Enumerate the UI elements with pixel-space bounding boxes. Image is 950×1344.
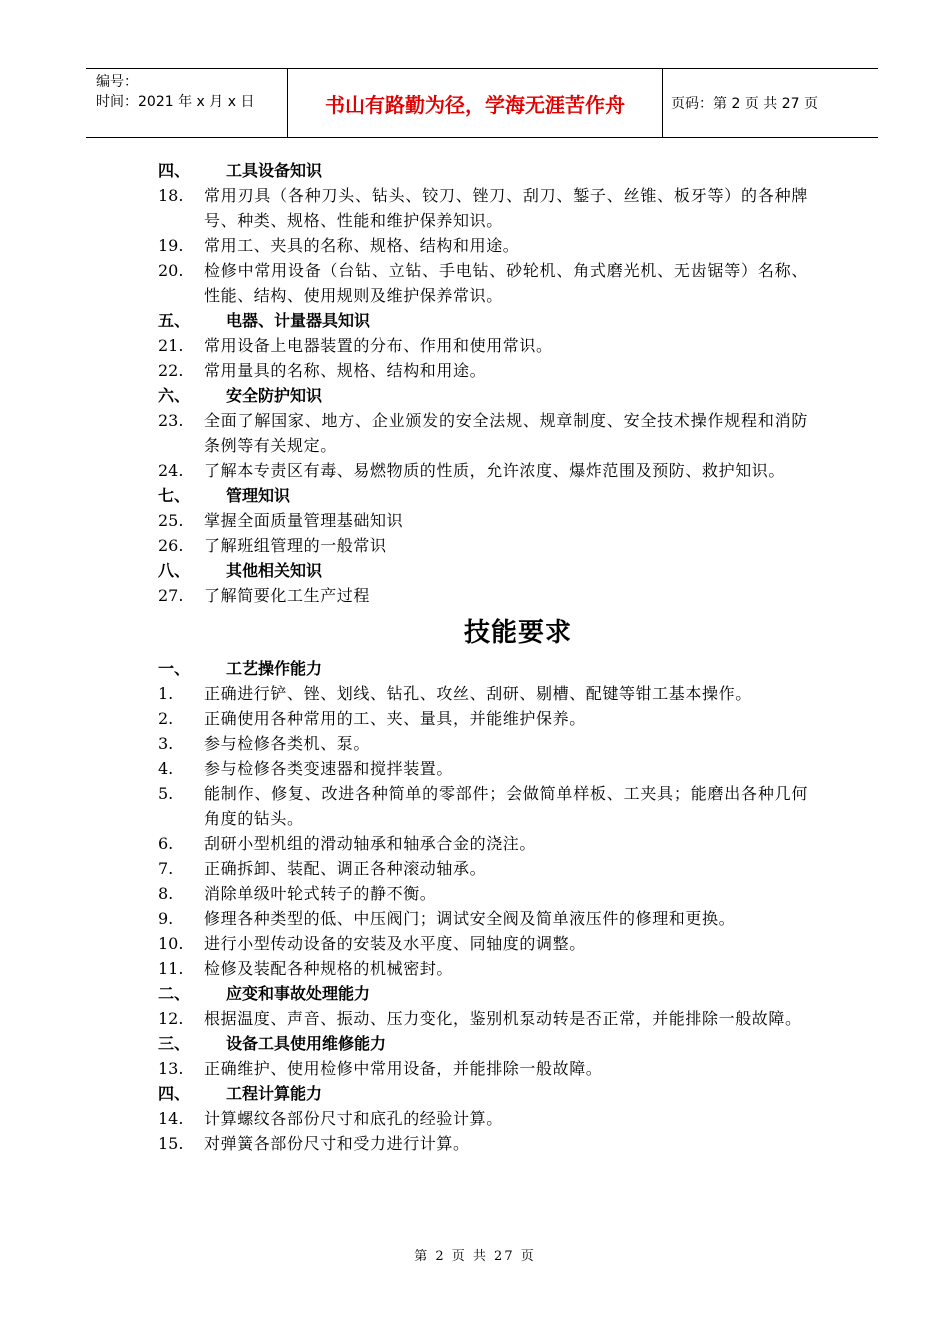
item-number: 14. bbox=[158, 1109, 184, 1128]
skills-list bbox=[158, 656, 808, 1156]
list-item bbox=[158, 1131, 808, 1156]
item-text: 参与检修各类变速器和搅拌装置。 bbox=[204, 759, 454, 778]
item-number: 四、 bbox=[158, 1084, 191, 1103]
list-item bbox=[158, 1006, 808, 1031]
item-number: 4. bbox=[158, 759, 174, 778]
item-text: 能制作、修复、改进各种简单的零部件；会做简单样板、工夹具；能磨出各种几何角度的钻头。 bbox=[204, 784, 808, 828]
section-heading bbox=[158, 383, 808, 408]
item-number: 六、 bbox=[158, 386, 191, 405]
item-text: 修理各种类型的低、中压阀门；调试安全阀及简单液压件的修理和更换。 bbox=[204, 909, 736, 928]
document-header bbox=[86, 68, 878, 138]
list-item bbox=[158, 1056, 808, 1081]
item-number: 21. bbox=[158, 336, 184, 355]
item-number: 6. bbox=[158, 834, 174, 853]
item-text: 应变和事故处理能力 bbox=[226, 984, 371, 1003]
list-item bbox=[158, 508, 808, 533]
item-number: 22. bbox=[158, 361, 184, 380]
skills-title: 技能要求 bbox=[463, 618, 572, 648]
item-number: 25. bbox=[158, 511, 184, 530]
item-text: 参与检修各类机、泵。 bbox=[204, 734, 371, 753]
item-text: 设备工具使用维修能力 bbox=[226, 1034, 387, 1053]
item-number: 27. bbox=[158, 586, 184, 605]
item-text: 根据温度、声音、振动、压力变化，鉴别机泵动转是否正常，并能排除一般故障。 bbox=[204, 1009, 802, 1028]
item-number: 2. bbox=[158, 709, 174, 728]
list-item bbox=[158, 931, 808, 956]
item-number: 三、 bbox=[158, 1034, 191, 1053]
item-text: 消除单级叶轮式转子的静不衡。 bbox=[204, 884, 437, 903]
list-item bbox=[158, 458, 808, 483]
item-text: 检修及装配各种规格的机械密封。 bbox=[204, 959, 454, 978]
section-heading bbox=[158, 981, 808, 1006]
document-body bbox=[158, 158, 808, 1156]
header-page-info: 页码：第 2 页 共 27 页 bbox=[671, 96, 818, 112]
list-item bbox=[158, 756, 808, 781]
item-text: 了解简要化工生产过程 bbox=[204, 586, 371, 605]
item-number: 26. bbox=[158, 536, 184, 555]
item-number: 3. bbox=[158, 734, 174, 753]
item-number: 18. bbox=[158, 186, 184, 205]
item-number: 七、 bbox=[158, 486, 191, 505]
item-text: 正确使用各种常用的工、夹、量具，并能维护保养。 bbox=[204, 709, 586, 728]
section-heading bbox=[158, 656, 808, 681]
list-item bbox=[158, 681, 808, 706]
item-text: 掌握全面质量管理基础知识 bbox=[204, 511, 404, 530]
item-number: 9. bbox=[158, 909, 174, 928]
item-number: 二、 bbox=[158, 984, 191, 1003]
item-number: 15. bbox=[158, 1134, 184, 1153]
list-item bbox=[158, 781, 808, 831]
item-number: 23. bbox=[158, 411, 184, 430]
item-number: 四、 bbox=[158, 161, 191, 180]
item-text: 了解本专责区有毒、易燃物质的性质，允许浓度、爆炸范围及预防、救护知识。 bbox=[204, 461, 786, 480]
item-text: 常用量具的名称、规格、结构和用途。 bbox=[204, 361, 487, 380]
item-number: 5. bbox=[158, 784, 174, 803]
item-text: 管理知识 bbox=[226, 486, 291, 505]
header-motto: 书山有路勤为径，学海无涯苦作舟 bbox=[288, 69, 663, 137]
item-number: 1. bbox=[158, 684, 174, 703]
item-text: 正确拆卸、装配、调正各种滚动轴承。 bbox=[204, 859, 487, 878]
item-text: 常用设备上电器装置的分布、作用和使用常识。 bbox=[204, 336, 553, 355]
item-text: 检修中常用设备（台钻、立钻、手电钻、砂轮机、角式磨光机、无齿锯等）名称、性能、结构、使用规则及维护保养常识。 bbox=[204, 261, 808, 305]
time-label: 时间：2021 年 x 月 x 日 bbox=[96, 94, 255, 110]
list-item bbox=[158, 233, 808, 258]
section-heading bbox=[158, 1031, 808, 1056]
item-number: 八、 bbox=[158, 561, 191, 580]
section-heading bbox=[158, 158, 808, 183]
number-label: 编号： bbox=[96, 74, 138, 90]
list-item bbox=[158, 333, 808, 358]
list-item bbox=[158, 533, 808, 558]
header-meta bbox=[86, 69, 288, 137]
list-item bbox=[158, 906, 808, 931]
list-item bbox=[158, 583, 808, 608]
item-text: 计算螺纹各部份尺寸和底孔的经验计算。 bbox=[204, 1109, 503, 1128]
section-heading bbox=[158, 1081, 808, 1106]
item-number: 11. bbox=[158, 959, 184, 978]
item-number: 24. bbox=[158, 461, 184, 480]
item-number: 20. bbox=[158, 261, 184, 280]
item-text: 电器、计量器具知识 bbox=[226, 311, 371, 330]
item-number: 12. bbox=[158, 1009, 184, 1028]
list-item bbox=[158, 183, 808, 233]
item-text: 正确维护、使用检修中常用设备，并能排除一般故障。 bbox=[204, 1059, 603, 1078]
list-item bbox=[158, 856, 808, 881]
item-number: 13. bbox=[158, 1059, 184, 1078]
list-item bbox=[158, 1106, 808, 1131]
item-number: 8. bbox=[158, 884, 174, 903]
list-item bbox=[158, 731, 808, 756]
item-text: 工艺操作能力 bbox=[226, 659, 323, 678]
item-text: 全面了解国家、地方、企业颁发的安全法规、规章制度、安全技术操作规程和消防条例等有关规定。 bbox=[204, 411, 808, 455]
list-item bbox=[158, 258, 808, 308]
item-text: 工具设备知识 bbox=[226, 161, 323, 180]
list-item bbox=[158, 358, 808, 383]
list-item bbox=[158, 881, 808, 906]
list-item bbox=[158, 956, 808, 981]
item-number: 五、 bbox=[158, 311, 191, 330]
item-number: 一、 bbox=[158, 659, 191, 678]
item-text: 常用工、夹具的名称、规格、结构和用途。 bbox=[204, 236, 520, 255]
list-item bbox=[158, 408, 808, 458]
item-number: 10. bbox=[158, 934, 184, 953]
knowledge-list bbox=[158, 158, 808, 608]
section-heading bbox=[158, 308, 808, 333]
section-heading bbox=[158, 483, 808, 508]
item-text: 对弹簧各部份尺寸和受力进行计算。 bbox=[204, 1134, 470, 1153]
item-number: 7. bbox=[158, 859, 174, 878]
item-text: 常用刃具（各种刀头、钻头、铰刀、锉刀、刮刀、錾子、丝锥、板牙等）的各种牌号、种类、规格、性能和维护保养知识。 bbox=[204, 186, 808, 230]
section-heading bbox=[158, 558, 808, 583]
list-item bbox=[158, 706, 808, 731]
item-text: 工程计算能力 bbox=[226, 1084, 323, 1103]
item-text: 正确进行铲、锉、划线、钻孔、攻丝、刮研、剔槽、配键等钳工基本操作。 bbox=[204, 684, 752, 703]
item-text: 其他相关知识 bbox=[226, 561, 323, 580]
item-number: 19. bbox=[158, 236, 184, 255]
item-text: 安全防护知识 bbox=[226, 386, 323, 405]
item-text: 了解班组管理的一般常识 bbox=[204, 536, 387, 555]
page-footer: 第 2 页 共 27 页 bbox=[414, 1249, 536, 1264]
item-text: 进行小型传动设备的安装及水平度、同轴度的调整。 bbox=[204, 934, 586, 953]
item-text: 刮研小型机组的滑动轴承和轴承合金的浇注。 bbox=[204, 834, 537, 853]
list-item bbox=[158, 831, 808, 856]
